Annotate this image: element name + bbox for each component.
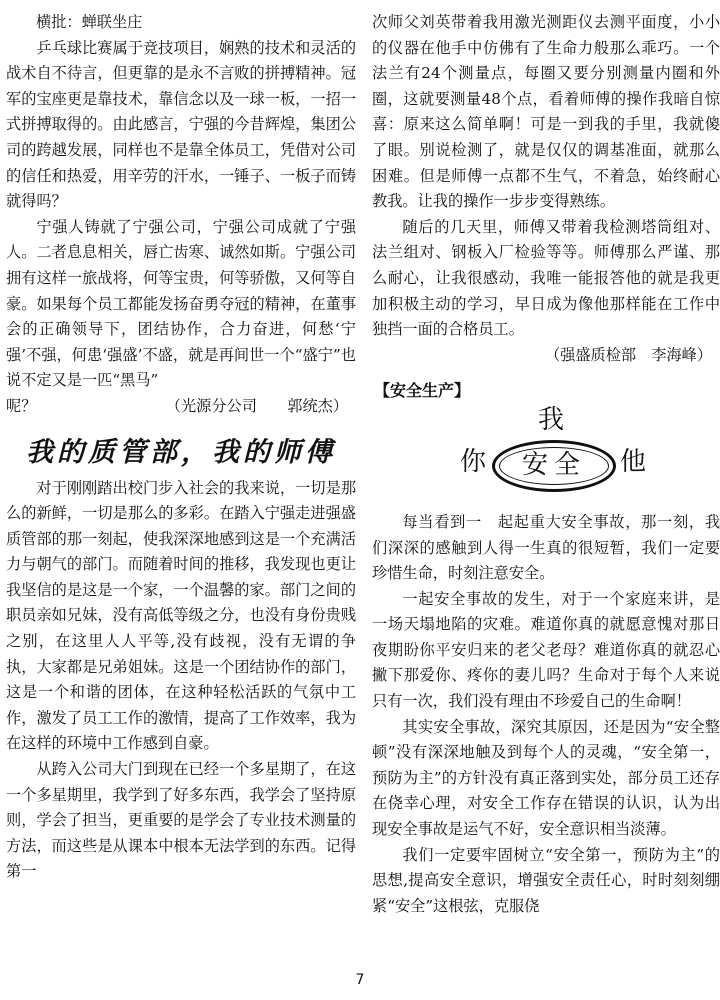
safety-logo-top-word: 我 xyxy=(538,404,565,435)
page-number: 7 xyxy=(355,972,365,988)
essay1-closing-line xyxy=(6,394,356,420)
safety-section-label: 【安全生产】 xyxy=(374,381,471,401)
essay2-paragraph: 从跨入公司大门到现在已经一个多星期了，在这一个多星期里，我学到了好多东西，我学会了坚持原则，学会了担当，更重要的是学会了专业技术测量的方法，而这些是从课本中根本无法学到的东西。记得第一 xyxy=(6,760,356,881)
safety-paragraph: 我们一定要牢固树立“安全第一，预防为主”的思想,提高安全意识，增强安全责任心，时时刻刻绷紧“安全”这根弦，克服侥 xyxy=(372,845,720,915)
essay2-continued-paragraph: 随后的几天里，师傅又带着我检测塔筒组对、法兰组对、钢板入厂检验等等。师傅那么严谨、那么耐心，让我很感动，我唯一能报答他的就是我更加积极主动的学习，早日成为像他那样能在工作中独挡一面的合格员工。 xyxy=(372,217,720,339)
safety-logo-center-word: 安全 xyxy=(521,450,586,481)
safety-logo-left-word: 你 xyxy=(460,446,487,477)
essay2-continued-paragraph: 次师父刘英带着我用激光测距仪去测平面度，小小的仪器在他手中仿佛有了生命力般那么乖巧。一个法兰有24个测量点，每圈又要分别测量内圈和外圈，这就要测量48个点，看着师傅的操作我暗自惊喜：原来这么简单啊！可是一到我的手里，我就傻了眼。别说检测了，就是仅仅的调基准面，就那么困难。但是师傅一点都不生气，不着急，始终耐心教我。让我的操作一步步变得熟练。 xyxy=(372,13,720,211)
essay1-closing: 呢？ xyxy=(6,396,37,415)
safety-paragraph: 每当看到一 起起重大安全事故，那一刻，我们深深的感触到人得一生真的很短暂，我们一定要珍惜生命，时刻注意安全。 xyxy=(372,512,720,583)
essay2-paragraph: 对于刚刚踏出校门步入社会的我来说，一切是那么的新鲜，一切是那么的多彩。在踏入宁强走进强盛质管部的那一刻起，使我深深地感到这是一个充满活力与朝气的部门。而随着时间的推移，我发现也更让我坚信的是这是一个家，一个温馨的家。部门之间的职员亲如兄妹，没有高低等级之分，也没有身份贵贱之别，在这里人人平等,没有歧视，没有无谓的争执，大家都是兄弟姐妹。这是一个团结协作的部门，这是一个和谐的团体，在这种轻松活跃的气氛中工作，激发了员工工作的激情，提高了工作效率，我为在这样的环境中工作感到自豪。 xyxy=(6,478,356,753)
safety-paragraph: 一起安全事故的发生，对于一个家庭来讲，是一场天塌地陷的灾难。难道你真的就愿意愧对那日夜期盼你平安归来的老父老母？难道你真的就忍心撇下那爱你、疼你的妻儿吗？生命对于每个人来说只有一次，我们没有理由不珍爱自己的生命啊！ xyxy=(372,589,720,711)
essay1-paragraph: 乒乓球比赛属于竞技项目，娴熟的技术和灵活的战术自不待言，但更靠的是永不言败的拼搏精神。冠军的宝座更是靠技术，靠信念以及一球一板，一招一式拼搏取得的。由此感言，宁强的今昔辉煌，集团公司的跨越发展，同样也不是靠全体员工，凭借对公司的信任和热爱，用辛劳的汗水，一锤子、一板子而铸就得吗？ xyxy=(6,38,356,211)
left-column xyxy=(6,10,356,885)
essay2-title: 我的质管部，我的师傅 xyxy=(26,436,336,468)
safety-paragraph: 其实安全事故，深究其原因，还是因为“安全整顿”没有深深地触及到每个人的灵魂，“安全第一，预防为主”的方针没有真正落到实处，部分员工还存在侥幸心理，对安全工作存在错误的认识，认为出现安全事故是运气不好，安全意识相当淡薄。 xyxy=(372,717,720,839)
essay1-signature: （光源分公司 郭统杰） xyxy=(165,396,348,415)
safety-logo-right-word: 他 xyxy=(620,446,647,477)
essay1-label: 横批：蝉联坐庄 xyxy=(36,13,143,31)
essay2-signature: （强盛质检部 李海峰） xyxy=(544,345,712,364)
essay1-paragraph: 宁强人铸就了宁强公司，宁强公司成就了宁强人。二者息息相关，唇亡齿寒、诚然如斯。宁强公司拥有这样一旅战将，何等宝贵，何等骄傲，又何等自豪。如果每个员工都能发扬奋勇夺冠的精神，在董事会的正确领导下，团结协作，合力奋进，何愁‘宁强’不强，何患‘强盛’不盛，就是再间世一个“盛宁”也说不定又是一匹“黑马” xyxy=(6,217,356,390)
safety-logo xyxy=(372,406,720,506)
right-column xyxy=(372,10,720,919)
